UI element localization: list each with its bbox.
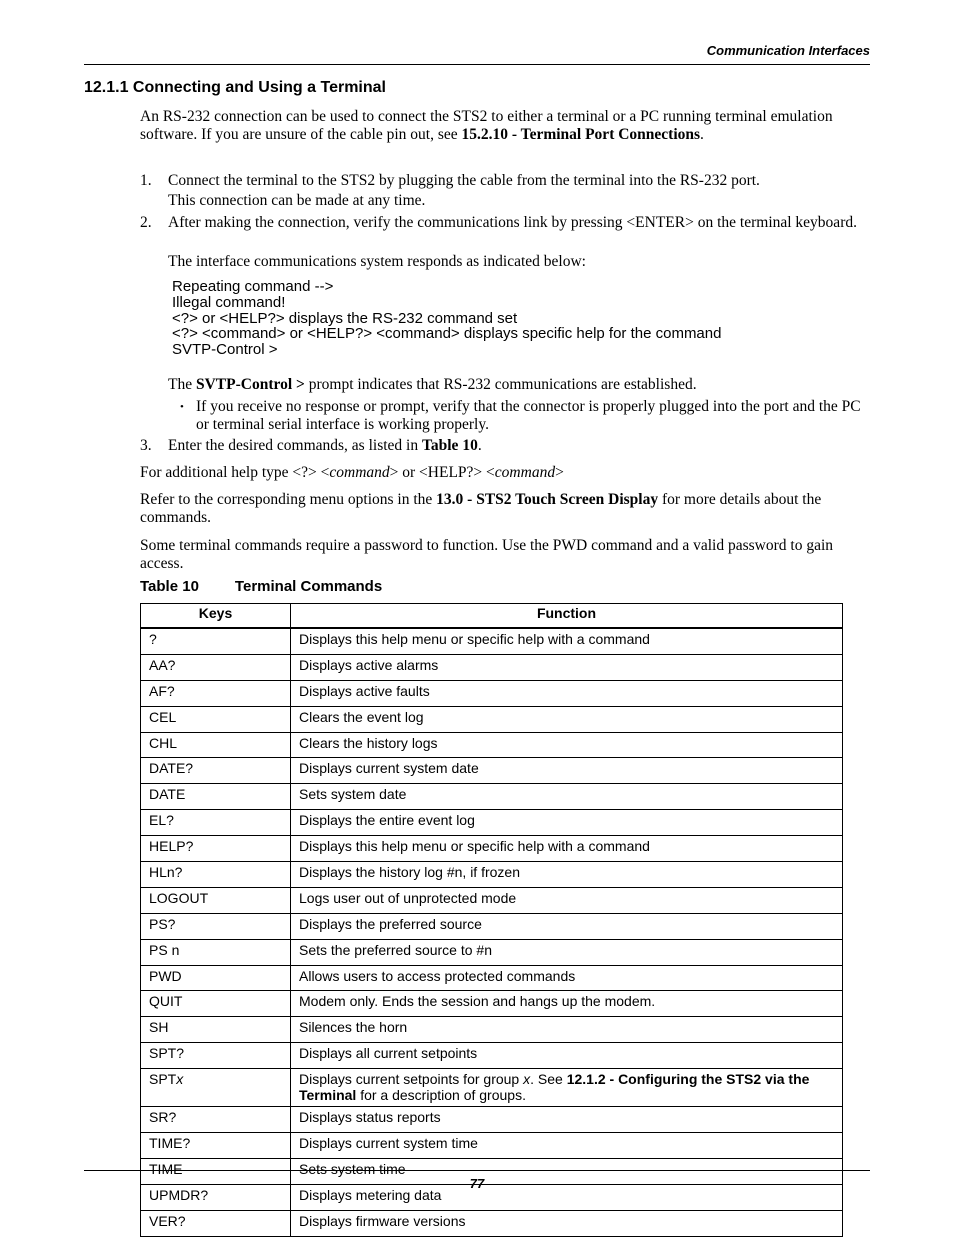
terminal-line: SVTP-Control > <box>172 341 278 359</box>
intro-ref: 15.2.10 - Terminal Port Connections <box>461 126 701 143</box>
key-cell: PS? <box>141 913 291 939</box>
function-cell: Logs user out of unprotected mode <box>291 887 843 913</box>
function-text: . See <box>530 1071 567 1088</box>
table-row <box>141 784 843 810</box>
function-cell: Displays the preferred source <box>291 913 843 939</box>
step-number: 3. <box>140 437 152 454</box>
function-cell: Displays the history log #n, if frozen <box>291 862 843 888</box>
function-cell: Displays current system time <box>291 1133 843 1159</box>
function-ref: 12.1.2 - Configuring the STS2 via the Terminal <box>299 1071 810 1104</box>
function-cell: Displays this help menu or specific help with a command <box>291 836 843 862</box>
table-row <box>141 965 843 991</box>
function-cell: Displays active faults <box>291 680 843 706</box>
column-header-function: Function <box>291 604 843 629</box>
key-cell: VER? <box>141 1210 291 1236</box>
table-row <box>141 680 843 706</box>
step-number: 2. <box>140 214 152 231</box>
prompt-note-post: prompt indicates that RS-232 communications are established. <box>304 376 697 393</box>
running-header: Communication Interfaces <box>706 43 870 58</box>
key-text: SPT <box>149 1071 177 1088</box>
table-row <box>141 810 843 836</box>
refer-paragraph <box>140 491 870 527</box>
terminal-output <box>172 279 721 358</box>
refer-pre: Refer to the corresponding menu options in the <box>140 491 437 508</box>
function-var: x <box>523 1071 531 1088</box>
table-header-row <box>141 604 843 629</box>
function-cell: Sets the preferred source to #n <box>291 939 843 965</box>
page-number: 77 <box>469 1176 485 1191</box>
refer-post: for more details about the commands. <box>140 491 822 526</box>
key-cell: SH <box>141 1017 291 1043</box>
terminal-line: <?> or <HELP?> displays the RS-232 command set <box>172 309 518 327</box>
key-cell: DATE <box>141 784 291 810</box>
column-header-keys: Keys <box>141 604 291 629</box>
function-cell: Displays this help menu or specific help with a command <box>291 628 843 654</box>
table-row <box>141 991 843 1017</box>
key-cell: ? <box>141 628 291 654</box>
function-cell: Displays current system date <box>291 758 843 784</box>
prompt-name: SVTP-Control > <box>195 376 305 393</box>
terminal-commands-table <box>140 603 843 1237</box>
key-cell: AA? <box>141 654 291 680</box>
step-1-note: This connection can be made at any time. <box>168 192 426 209</box>
password-paragraph: Some terminal commands require a password to function. Use the PWD command and a valid password to gain access. <box>140 537 834 572</box>
key-cell: CEL <box>141 706 291 732</box>
key-cell: EL? <box>141 810 291 836</box>
key-var: x <box>176 1071 184 1088</box>
intro-text: An RS-232 connection can be used to connect the STS2 to either a terminal or a PC running terminal emulation software. If you are unsure of the cable pin out, see <box>140 108 833 143</box>
key-cell <box>141 1069 291 1107</box>
function-cell: Clears the event log <box>291 706 843 732</box>
key-cell: CHL <box>141 732 291 758</box>
footer-rule <box>84 1170 870 1171</box>
key-cell: PWD <box>141 965 291 991</box>
table-row <box>141 1107 843 1133</box>
function-cell: Displays status reports <box>291 1107 843 1133</box>
key-cell: AF? <box>141 680 291 706</box>
refer-ref: 13.0 - STS2 Touch Screen Display <box>436 491 659 508</box>
key-cell: SR? <box>141 1107 291 1133</box>
help-cmd: command <box>329 464 390 481</box>
key-cell: HLn? <box>141 862 291 888</box>
table-row <box>141 628 843 654</box>
terminal-line: Illegal command! <box>172 293 286 311</box>
table-row <box>141 1017 843 1043</box>
bullet-icon: • <box>180 401 184 413</box>
function-cell: Modem only. Ends the session and hangs up the modem. <box>291 991 843 1017</box>
key-cell: TIME? <box>141 1133 291 1159</box>
key-cell: UPMDR? <box>141 1184 291 1210</box>
function-cell <box>291 1069 843 1107</box>
section-heading: 12.1.1 Connecting and Using a Terminal <box>84 79 386 96</box>
table-row <box>141 1133 843 1159</box>
function-text: Displays current setpoints for group <box>299 1071 524 1088</box>
intro-paragraph <box>140 108 870 144</box>
table-row <box>141 862 843 888</box>
table-row <box>141 758 843 784</box>
key-cell: HELP? <box>141 836 291 862</box>
key-cell: QUIT <box>141 991 291 1017</box>
function-cell: Silences the horn <box>291 1017 843 1043</box>
function-cell: Displays active alarms <box>291 654 843 680</box>
step-text: After making the connection, verify the communications link by pressing <ENTER> on the terminal keyboard. <box>168 214 857 231</box>
table-row <box>141 1210 843 1236</box>
step-number: 1. <box>140 172 152 189</box>
key-cell: SPT? <box>141 1043 291 1069</box>
step-3-pre: Enter the desired commands, as listed in <box>168 437 422 454</box>
function-text: for a description of groups. <box>356 1087 526 1104</box>
terminal-line: <?> <command> or <HELP?> <command> displays specific help for the command <box>172 325 722 343</box>
bullet-text: If you receive no response or prompt, verify that the connector is properly plugged into the port and the PC or terminal serial interface is working properly. <box>196 398 861 433</box>
help-line <box>140 464 870 482</box>
help-mid: > or <HELP?> < <box>389 464 495 481</box>
function-cell: Displays metering data <box>291 1184 843 1210</box>
function-cell: Allows users to access protected commands <box>291 965 843 991</box>
help-cmd: command <box>494 464 556 481</box>
prompt-note <box>168 376 868 394</box>
table-ref: Table 10 <box>421 437 478 454</box>
key-cell: LOGOUT <box>141 887 291 913</box>
table-row <box>141 1069 843 1107</box>
step-3-post: . <box>477 437 482 454</box>
function-cell: Sets system time <box>291 1158 843 1184</box>
table-row <box>141 939 843 965</box>
step-text: Connect the terminal to the STS2 by plugging the cable from the terminal into the RS-232 port. <box>168 172 760 189</box>
step-text <box>168 437 868 455</box>
table-number: Table 10 <box>140 578 199 595</box>
function-cell: Displays firmware versions <box>291 1210 843 1236</box>
terminal-line: Repeating command --> <box>172 278 334 295</box>
function-cell: Clears the history logs <box>291 732 843 758</box>
help-post: > <box>555 464 564 481</box>
table-row <box>141 836 843 862</box>
table-caption <box>140 578 382 595</box>
function-cell: Displays the entire event log <box>291 810 843 836</box>
table-row <box>141 706 843 732</box>
key-cell: PS n <box>141 939 291 965</box>
function-cell: Sets system date <box>291 784 843 810</box>
step-2-note: The interface communications system responds as indicated below: <box>168 253 586 270</box>
table-row <box>141 654 843 680</box>
table-title: Terminal Commands <box>234 578 383 595</box>
table-row <box>141 887 843 913</box>
table-row <box>141 913 843 939</box>
help-pre: For additional help type <?> < <box>140 464 330 481</box>
prompt-note-pre: The <box>168 376 196 393</box>
table-row <box>141 732 843 758</box>
intro-end: . <box>700 126 704 143</box>
header-rule <box>84 64 870 65</box>
table-row <box>141 1043 843 1069</box>
function-cell: Displays all current setpoints <box>291 1043 843 1069</box>
key-cell: TIME <box>141 1158 291 1184</box>
key-cell: DATE? <box>141 758 291 784</box>
